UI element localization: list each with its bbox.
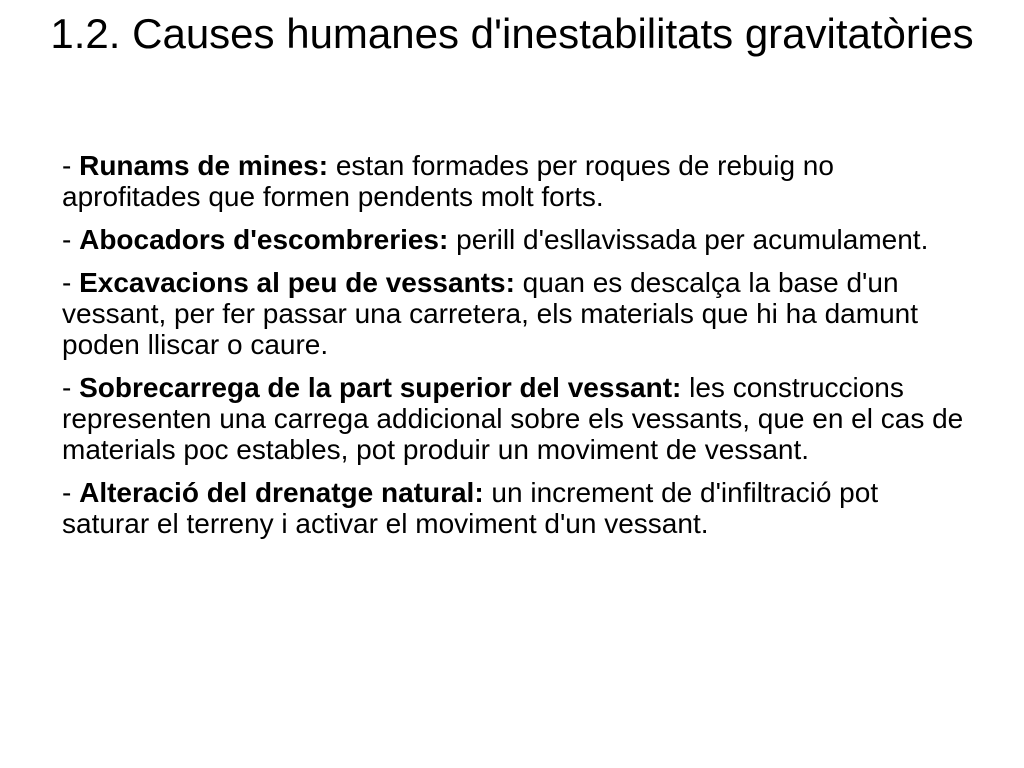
item-dash: -	[62, 267, 80, 298]
item-text: estan formades per roques de rebuig no aprofitades que formen pendents molt forts.	[62, 150, 834, 212]
list-item-abocadors	[62, 224, 972, 255]
item-term: Alteració del drenatge natural:	[79, 477, 484, 508]
item-text: un increment de d'infiltració pot saturar el terreny i activar el moviment d'un vessant.	[62, 477, 879, 539]
item-text: les construccions representen una carrega addicional sobre els vessants, que en el cas de materials poc estables, pot produir un moviment de vessant.	[62, 372, 964, 465]
list-item-runams	[62, 150, 972, 212]
list-item-drenatge	[62, 477, 972, 539]
list-item-excavacions	[62, 267, 972, 360]
item-dash: -	[62, 224, 80, 255]
item-term: Runams de mines:	[79, 150, 329, 181]
item-term: Excavacions al peu de vessants:	[79, 267, 515, 298]
item-dash: -	[62, 477, 80, 508]
item-term: Sobrecarrega de la part superior del vessant:	[79, 372, 682, 403]
list-item-sobrecarrega	[62, 372, 972, 465]
item-text: quan es descalça la base d'un vessant, per fer passar una carretera, els materials que hi ha damunt poden lliscar o caure.	[62, 267, 918, 360]
item-dash: -	[62, 150, 80, 181]
item-dash: -	[62, 372, 80, 403]
slide-title: 1.2. Causes humanes d'inestabilitats gravitatòries	[50, 10, 974, 57]
item-text: perill d'esllavissada per acumulament.	[448, 224, 929, 255]
bullet-list	[62, 150, 972, 551]
item-term: Abocadors d'escombreries:	[79, 224, 449, 255]
